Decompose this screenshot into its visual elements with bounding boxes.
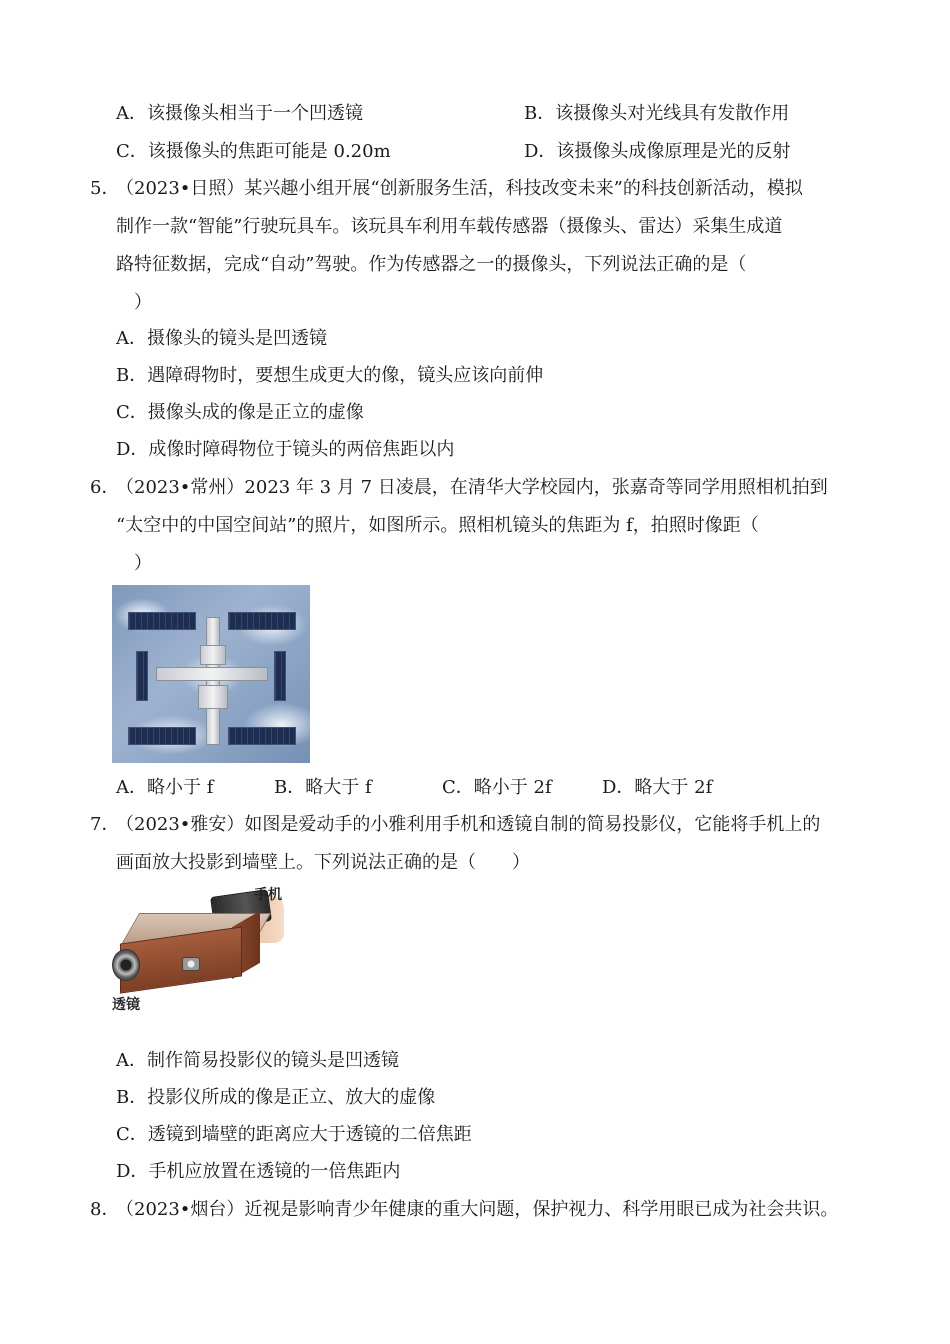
q5-option-b: B．遇障碍物时，要想生成更大的像，镜头应该向前伸 (116, 365, 544, 386)
q8-text-line-1: （2023•烟台）近视是影响青少年健康的重大问题，保护视力、科学用眼已成为社会共识。 (116, 1199, 839, 1220)
q5-option-a: A．摄像头的镜头是凹透镜 (116, 328, 327, 349)
solar-panel (274, 651, 286, 701)
q7-option-a: A．制作简易投影仪的镜头是凹透镜 (116, 1050, 399, 1071)
q6-text-line-3: ） (134, 553, 152, 574)
q5-text-line-1: （2023•日照）某兴趣小组开展“创新服务生活，科技改变未来”的科技创新活动，模拟 (116, 178, 803, 199)
solar-panel (228, 612, 296, 630)
q7-number: 7． (90, 814, 120, 835)
q6-text-line-1: （2023•常州）2023 年 3 月 7 日凌晨，在清华大学校园内，张嘉奇等同学用照相机拍到 (116, 477, 828, 498)
q5-option-d: D．成像时障碍物位于镜头的两倍焦距以内 (116, 439, 455, 460)
q5-number: 5． (90, 178, 120, 199)
solar-panel (128, 727, 196, 745)
q6-number: 6． (90, 477, 120, 498)
q7-text-line-1: （2023•雅安）如图是爱动手的小雅利用手机和透镜自制的简易投影仪，它能将手机上的 (116, 814, 821, 835)
solar-panel (128, 612, 196, 630)
q4-option-d: D．该摄像头成像原理是光的反射 (524, 141, 791, 162)
station-lab-modules (156, 667, 268, 681)
space-station-photo (112, 585, 310, 763)
q6-option-b: B．略大于 f (274, 777, 372, 798)
station-cargo (198, 685, 228, 709)
q6-option-a: A．略小于 f (116, 777, 214, 798)
q6-option-c: C．略小于 2f (442, 777, 552, 798)
projector-photo (112, 885, 284, 1015)
q8-number: 8． (90, 1199, 120, 1220)
station-core-module (206, 617, 220, 745)
solar-panel (228, 727, 296, 745)
q6-option-d: D．略大于 2f (602, 777, 713, 798)
q7-option-c: C．透镜到墙壁的距离应大于透镜的二倍焦距 (116, 1124, 472, 1145)
q6-text-line-2: “太空中的中国空间站”的照片，如图所示。照相机镜头的焦距为 f，拍照时像距（ (116, 515, 759, 536)
q7-text-line-2: 画面放大投影到墙壁上。下列说法正确的是（ ） (116, 852, 530, 873)
q5-text-line-2: 制作一款“智能”行驶玩具车。该玩具车利用车载传感器（摄像头、雷达）采集生成道 (116, 216, 783, 237)
q5-option-c: C．摄像头成的像是正立的虚像 (116, 402, 364, 423)
focus-knob (182, 957, 200, 971)
station-node (200, 645, 226, 665)
q7-option-d: D．手机应放置在透镜的一倍焦距内 (116, 1161, 401, 1182)
solar-panel (136, 651, 148, 701)
q4-option-b: B．该摄像头对光线具有发散作用 (524, 103, 790, 124)
q7-option-b: B．投影仪所成的像是正立、放大的虚像 (116, 1087, 436, 1108)
q5-text-line-4: ） (134, 292, 152, 313)
lens-label: 透镜 (112, 997, 140, 1013)
q4-option-c: C．该摄像头的焦距可能是 0.20m (116, 141, 391, 162)
phone-label: 手机 (254, 887, 282, 903)
lens-graphic (112, 949, 140, 981)
q4-option-a: A．该摄像头相当于一个凹透镜 (116, 103, 363, 124)
q5-text-line-3: 路特征数据，完成“自动”驾驶。作为传感器之一的摄像头，下列说法正确的是（ (116, 254, 747, 275)
